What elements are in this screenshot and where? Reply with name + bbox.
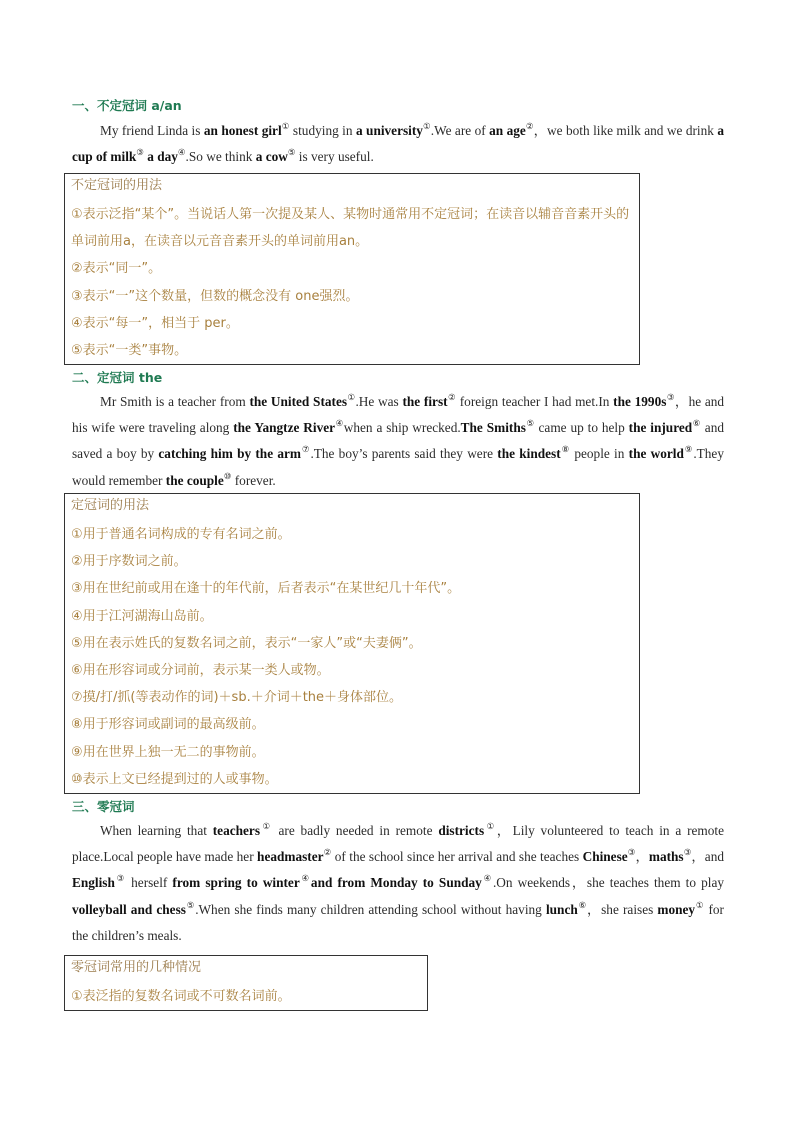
circled-number-marker: ⑤ — [287, 147, 296, 158]
box-title: 零冠词常用的几种情况 — [71, 960, 202, 975]
keyword-phrase: and from Monday to Sunday — [310, 875, 482, 891]
usage-item: ③用在世纪前或用在逢十的年代前，后者表示“在某世纪几十年代”。 — [71, 581, 461, 597]
section-2-paragraph — [72, 389, 724, 494]
circled-number-marker: ⑩ — [223, 470, 232, 481]
box-title: 定冠词的用法 — [71, 498, 150, 513]
text-run: Mr Smith is a teacher from — [100, 394, 250, 409]
text-run: .The boy’s parents said they were — [310, 446, 498, 462]
keyword-phrase: the couple — [165, 472, 224, 488]
circled-number-marker: ④ — [335, 418, 344, 429]
keyword-phrase: English — [72, 875, 115, 891]
definite-article-usage-box — [64, 493, 640, 794]
keyword-phrase: the United States — [249, 394, 348, 409]
text-run: ，we both like milk and we drink — [533, 123, 718, 138]
circled-number-marker: ③ — [666, 392, 675, 402]
circled-number-marker: ⑨ — [683, 444, 694, 455]
keyword-phrase: The Smiths — [460, 420, 526, 436]
keyword-phrase: districts — [438, 823, 485, 838]
usage-item: ⑤用在表示姓氏的复数名词之前，表示“一家人”或“夫妻俩”。 — [71, 635, 422, 651]
circled-number-marker: ① — [260, 821, 273, 831]
text-run: of the school since her arrival and she teaches — [331, 849, 583, 865]
section-2-heading: 二、定冠词 the — [72, 370, 163, 385]
text-run: came up to help — [534, 420, 629, 436]
keyword-phrase: catching him by the arm — [158, 446, 301, 462]
keyword-phrase: the injured — [628, 420, 693, 436]
keyword-phrase: maths — [648, 849, 684, 865]
text-run: My friend Linda is — [100, 123, 204, 138]
keyword-phrase: lunch — [545, 901, 578, 917]
text-run: when a ship wrecked. — [343, 420, 461, 436]
circled-number-marker: ③ — [683, 847, 692, 858]
circled-number-marker: ① — [695, 899, 705, 910]
circled-number-marker: ⑥ — [692, 418, 701, 429]
usage-item: ①表泛指的复数名词或不可数名词前。 — [71, 989, 291, 1004]
text-run: .When she finds many children attending school without having — [195, 901, 546, 917]
usage-item: ⑥用在形容词或分词前，表示某一类人或物。 — [71, 663, 330, 679]
circled-number-marker: ⑧ — [560, 444, 571, 455]
text-run: ， — [635, 849, 649, 865]
circled-number-marker: ④ — [177, 147, 186, 158]
text-run: When learning that — [100, 823, 213, 838]
keyword-phrase: money — [657, 901, 696, 917]
keyword-phrase: from spring to winter — [172, 875, 300, 891]
usage-item: ③表示“一”这个数量，但数的概念没有 one强烈。 — [71, 288, 359, 304]
circled-number-marker: ③ — [114, 873, 127, 884]
text-run: .He was — [355, 394, 403, 409]
text-run: are badly needed in remote — [272, 823, 439, 838]
keyword-phrase: an age — [489, 123, 526, 138]
circled-number-marker: ⑤ — [525, 418, 535, 429]
keyword-phrase: teachers — [212, 823, 261, 838]
section-3-paragraph — [72, 818, 724, 949]
circled-number-marker: ④ — [481, 873, 493, 884]
circled-number-marker: ⑥ — [577, 899, 588, 910]
keyword-phrase: a cow — [255, 149, 288, 165]
keyword-phrase: the Yangtze River — [233, 420, 336, 436]
usage-item: ②用于序数词之前。 — [71, 554, 187, 570]
text-run: ，and — [691, 849, 725, 865]
box-items — [71, 521, 633, 793]
box-items — [71, 201, 633, 364]
section-1-paragraph — [72, 118, 724, 170]
text-run: ，she raises — [587, 901, 658, 917]
circled-number-marker: ③ — [136, 147, 144, 158]
circled-number-marker: ⑦ — [300, 444, 311, 455]
circled-number-marker: ① — [281, 121, 290, 131]
keyword-phrase: the 1990s — [613, 394, 667, 409]
keyword-phrase: headmaster — [257, 849, 324, 865]
section-3-heading: 三、零冠词 — [72, 799, 135, 814]
text-run: .On weekends，she teaches them to play — [492, 875, 724, 891]
circled-number-marker: ④ — [299, 873, 311, 884]
usage-item: ④用于江河湖海山岛前。 — [71, 608, 213, 624]
circled-number-marker: ② — [447, 392, 457, 402]
keyword-phrase: the world — [628, 446, 684, 462]
usage-item: ⑨用在世界上独一无二的事物前。 — [71, 744, 265, 760]
text-run: .They would remember — [72, 446, 724, 488]
keyword-phrase: the first — [402, 394, 448, 409]
usage-item: ⑩表示上文已经提到过的人或事物。 — [71, 771, 278, 787]
text-run: ，Lily volunteered to teach in a remote place.Local people have made her — [72, 823, 725, 865]
circled-number-marker: ⑤ — [185, 899, 196, 910]
usage-item: ①表示泛指“某个”。当说话人第一次提及某人、某物时通常用不定冠词；在读音以辅音音素开头的单词前用a，在读音以元音音素开头的单词前用an。 — [71, 207, 630, 250]
circled-number-marker: ① — [347, 392, 356, 402]
text-run: people in — [570, 446, 629, 462]
box-title: 不定冠词的用法 — [71, 178, 163, 193]
text-run: forever. — [231, 472, 276, 488]
text-run: herself — [126, 875, 173, 891]
text-run: and saved a boy by — [72, 420, 724, 462]
circled-number-marker: ① — [484, 821, 497, 831]
text-run: .We are of — [430, 123, 490, 138]
usage-item: ⑤表示“一类”事物。 — [71, 343, 188, 359]
keyword-phrase: a cup of milk — [72, 123, 724, 165]
text-run: foreign teacher I had met.In — [456, 394, 614, 409]
usage-item: ①用于普通名词构成的专有名词之前。 — [71, 527, 291, 542]
circled-number-marker: ① — [422, 121, 431, 131]
usage-item: ⑧用于形容词或副词的最高级前。 — [71, 717, 265, 733]
box-items — [71, 983, 421, 1010]
keyword-phrase: an honest girl — [203, 123, 282, 138]
circled-number-marker: ② — [525, 121, 534, 131]
circled-number-marker: ② — [323, 847, 332, 858]
keyword-phrase: the kindest — [497, 446, 561, 462]
text-run: ，he and his wife were traveling along — [72, 394, 725, 436]
keyword-phrase: a day — [147, 149, 178, 165]
text-run: .So we think — [185, 149, 256, 165]
text-run: for the children’s meals. — [72, 901, 724, 943]
usage-item: ②表示“同一”。 — [71, 261, 162, 277]
indefinite-article-usage-box — [64, 173, 640, 365]
text-run: is very useful. — [295, 149, 374, 165]
text-run: studying in — [289, 123, 356, 138]
keyword-phrase: a university — [355, 123, 423, 138]
keyword-phrase: volleyball and chess — [72, 901, 186, 917]
zero-article-usage-box — [64, 955, 428, 1011]
circled-number-marker: ③ — [627, 847, 636, 858]
keyword-phrase: Chinese — [582, 849, 628, 865]
usage-item: ④表示“每一”，相当于 per。 — [71, 315, 239, 331]
usage-item: ⑦摸/打/抓(等表动作的词)＋sb.＋介词＋the＋身体部位。 — [71, 690, 403, 706]
section-1-heading: 一、不定冠词 a/an — [72, 98, 182, 113]
